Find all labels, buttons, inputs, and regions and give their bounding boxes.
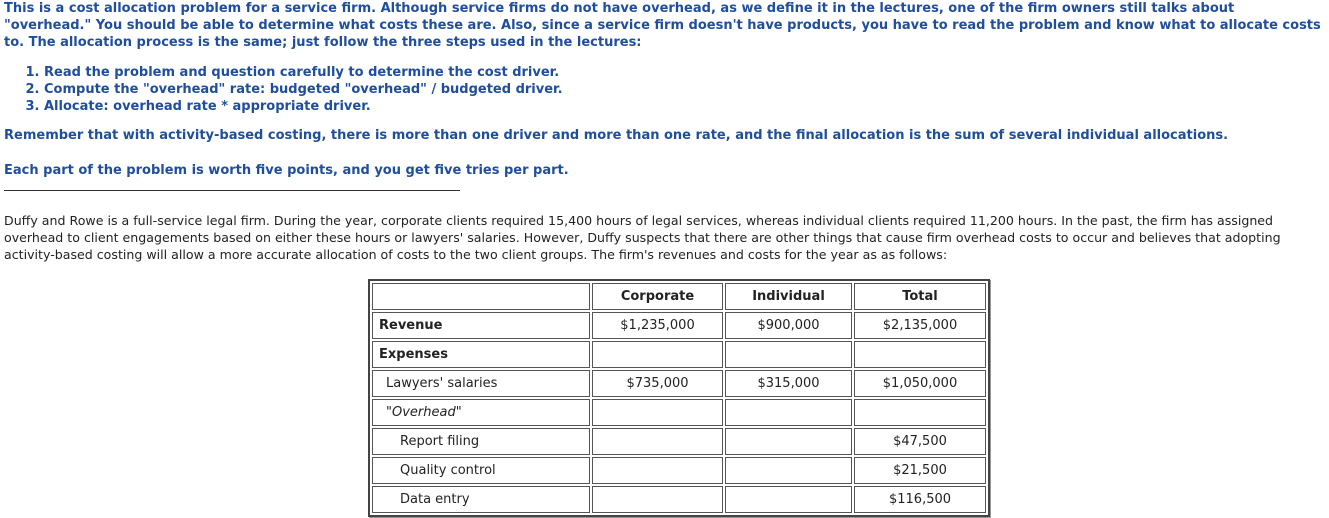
table-row [372,486,986,513]
corporate-cell [592,486,723,513]
individual-cell [725,399,852,426]
intro-paragraph: This is a cost allocation problem for a service firm. Although service firms do not have overhead, as we define it in the lectures, one of the firm owners still talks about "overhead." You should be able to determine what costs these are. Also, since a service firm doesn't have products, you have to read the problem and know what to allocate costs to. The allocation process is the same; just follow the three steps used in the lectures: [4,1,1321,50]
table-header-corporate: Corporate [592,283,723,310]
revenue-cost-table [368,279,990,517]
step-item: 1. Read the problem and question carefully to determine the cost driver. [44,64,1004,81]
total-cell: $1,050,000 [854,370,986,397]
row-label: Quality control [372,457,590,484]
total-cell: $21,500 [854,457,986,484]
corporate-cell [592,428,723,455]
points-note: Each part of the problem is worth five points, and you get five tries per part. [4,163,569,178]
individual-cell: $900,000 [725,312,852,339]
table-row [372,457,986,484]
steps-list [4,64,1004,115]
row-label: "Overhead" [372,399,590,426]
corporate-cell [592,341,723,368]
table-row [372,312,986,339]
corporate-cell [592,457,723,484]
step-item: 2. Compute the "overhead" rate: budgeted "overhead" / budgeted driver. [44,81,1004,98]
row-label: Revenue [372,312,590,339]
total-cell: $116,500 [854,486,986,513]
total-cell [854,399,986,426]
individual-cell: $315,000 [725,370,852,397]
individual-cell [725,457,852,484]
step-item: 3. Allocate: overhead rate * appropriate driver. [44,98,1004,115]
table-row [372,341,986,368]
table-header-row [372,283,986,310]
table-header-total: Total [854,283,986,310]
individual-cell [725,428,852,455]
total-cell [854,341,986,368]
table-row [372,428,986,455]
row-label: Report filing [372,428,590,455]
individual-cell [725,341,852,368]
total-cell: $2,135,000 [854,312,986,339]
table-row [372,399,986,426]
remember-note: Remember that with activity-based costing, there is more than one driver and more than one rate, and the final allocation is the sum of several individual allocations. [4,128,1229,143]
row-label: Lawyers' salaries [372,370,590,397]
total-cell: $47,500 [854,428,986,455]
corporate-cell: $735,000 [592,370,723,397]
row-label: Data entry [372,486,590,513]
corporate-cell [592,399,723,426]
table-row [372,370,986,397]
table-header-empty [372,283,590,310]
problem-text: Duffy and Rowe is a full-service legal firm. During the year, corporate clients required 15,400 hours of legal services, whereas individual clients required 11,200 hours. In the past, the firm has assigned overhead to client engagements based on either these hours or lawyers' salaries. However, Duffy suspects that there are other things that cause firm overhead costs to occur and believes that adopting activity-based costing will allow a more accurate allocation of costs to the two client groups. The firm's revenues and costs for the year as as follows: [4,213,1281,262]
corporate-cell: $1,235,000 [592,312,723,339]
row-label: Expenses [372,341,590,368]
divider [4,190,460,191]
table-header-individual: Individual [725,283,852,310]
individual-cell [725,486,852,513]
